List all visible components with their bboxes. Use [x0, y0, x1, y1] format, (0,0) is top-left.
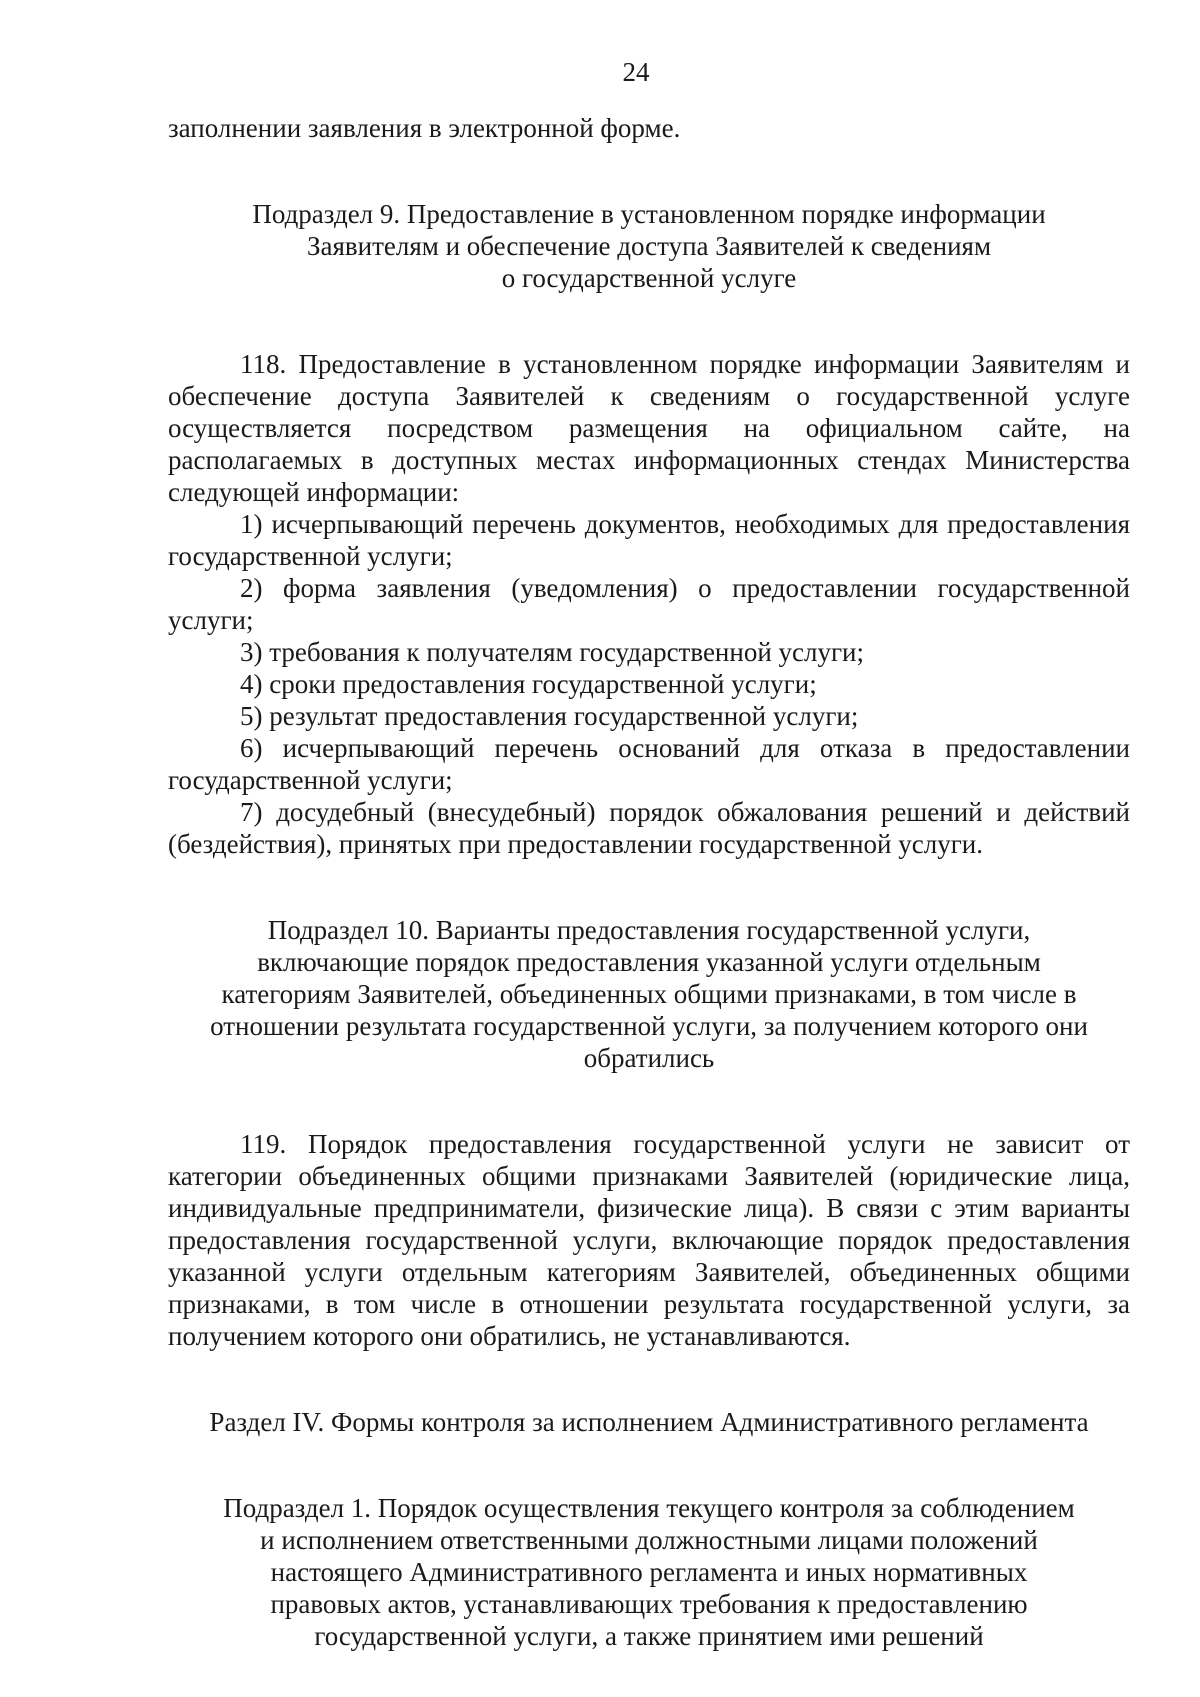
heading-line: правовых актов, устанавливающих требования к предоставлению — [270, 1589, 1028, 1619]
heading-line: о государственной услуге — [501, 263, 797, 293]
list-item: 4) сроки предоставления государственной услуги; — [240, 669, 817, 699]
section-4-heading — [168, 1406, 1130, 1438]
paragraph-118: 118. Предоставление в установленном порядке информации Заявителям и обеспечение доступа Заявителей к сведениям о государственной услуге осуществляется посредством размещения на официальном сайте, на располагаемых в доступных местах информационных стендах Министерства следующей информации: — [168, 349, 1130, 507]
heading-line: Заявителям и обеспечение доступа Заявителей к сведениям — [306, 231, 992, 261]
heading-line: государственной услуги, а также принятием ими решений — [314, 1621, 984, 1651]
heading-line: отношении результата государственной услуги, за получением которого они — [210, 1011, 1088, 1041]
list-item: 6) исчерпывающий перечень оснований для отказа в предоставлении государственной услуги; — [168, 733, 1130, 795]
subsection-1-heading — [168, 1492, 1130, 1652]
heading-line: обратились — [583, 1043, 715, 1073]
heading-line: включающие порядок предоставления указанной услуги отдельным — [257, 947, 1041, 977]
list-item: 7) досудебный (внесудебный) порядок обжалования решений и действий (бездействия), принятых при предоставлении государственной услуги. — [168, 797, 1130, 859]
heading-line: Подраздел 1. Порядок осуществления текущего контроля за соблюдением — [223, 1493, 1075, 1523]
list-item: 5) результат предоставления государственной услуги; — [240, 701, 859, 731]
continuation-text: заполнении заявления в электронной форме. — [168, 113, 681, 143]
subsection-10-heading — [168, 914, 1130, 1074]
list-item: 2) форма заявления (уведомления) о предоставлении государственной услуги; — [168, 573, 1130, 635]
document-body — [168, 112, 1130, 1652]
heading-line: категориям Заявителей, объединенных общими признаками, в том числе в — [221, 979, 1077, 1009]
heading-line: настоящего Административного регламента и иных нормативных — [270, 1557, 1028, 1587]
heading-line: и исполнением ответственными должностными лицами положений — [260, 1525, 1038, 1555]
paragraph-119: 119. Порядок предоставления государственной услуги не зависит от категории объединенных общими признаками Заявителей (юридические лица, индивидуальные предприниматели, физические лица). В связи с этим варианты предоставления государственной услуги, включающие порядок предоставления указанной услуги отдельным категориям Заявителей, объединенных общими признаками, в том числе в отношении результата государственной услуги, за получением которого они обратились, не устанавливаются. — [168, 1129, 1130, 1351]
page-number: 24 — [622, 57, 650, 87]
heading-line: Подраздел 10. Варианты предоставления государственной услуги, — [267, 915, 1031, 945]
list-item: 1) исчерпывающий перечень документов, необходимых для предоставления государственной услуги; — [168, 509, 1130, 571]
heading-line: Подраздел 9. Предоставление в установленном порядке информации — [252, 199, 1046, 229]
subsection-9-heading — [168, 198, 1130, 294]
heading-line: Раздел IV. Формы контроля за исполнением Административного регламента — [209, 1407, 1089, 1437]
list-item: 3) требования к получателям государственной услуги; — [240, 637, 865, 667]
